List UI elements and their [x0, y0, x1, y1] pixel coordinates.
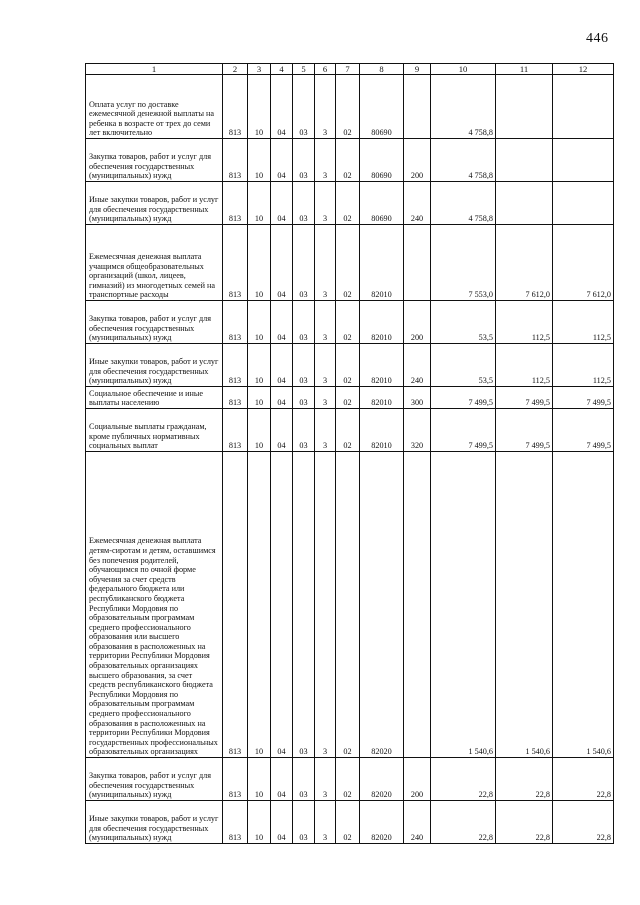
row-value-cell: 02 — [336, 452, 360, 758]
row-value-cell: 02 — [336, 139, 360, 182]
row-value-cell: 3 — [315, 75, 336, 139]
row-value-cell: 02 — [336, 801, 360, 844]
row-value-cell: 82010 — [360, 344, 404, 387]
row-value-cell — [404, 225, 431, 301]
table-row — [86, 452, 614, 758]
row-value-cell: 7 499,5 — [496, 387, 553, 409]
row-value-cell: 1 540,6 — [496, 452, 553, 758]
row-name-cell: Иные закупки товаров, работ и услуг для обеспечения государственных (муниципальных) нужд — [86, 344, 223, 387]
row-value-cell: 22,8 — [553, 758, 614, 801]
column-header: 12 — [553, 64, 614, 75]
row-value-cell: 320 — [404, 409, 431, 452]
column-header: 5 — [293, 64, 315, 75]
row-value-cell: 53,5 — [431, 301, 496, 344]
row-value-cell: 200 — [404, 139, 431, 182]
row-value-cell: 02 — [336, 344, 360, 387]
row-value-cell: 10 — [248, 139, 271, 182]
header-row — [86, 64, 614, 75]
table-row — [86, 387, 614, 409]
row-name-cell: Ежемесячная денежная выплата детям-сиротам и детям, оставшимся без попечения родителей, обучающимся по очной форме обучения за счет средств федерального бюджета или республиканского бюджета Республики Мордовия по образовательным программам среднего профессионального образования или высшего образования в расположенных на территории Республики Мордовия образовательных организациях высшего образования, за счет средств республиканского бюджета Республики Мордовия по образовательным программам среднего профессионального образования в расположенных на территории Республики Мордовия государственных профессиональных образовательных организациях — [86, 452, 223, 758]
row-value-cell: 03 — [293, 409, 315, 452]
row-value-cell: 04 — [271, 387, 293, 409]
row-value-cell: 22,8 — [496, 801, 553, 844]
row-value-cell: 22,8 — [553, 801, 614, 844]
row-value-cell: 22,8 — [431, 801, 496, 844]
row-value-cell: 3 — [315, 387, 336, 409]
row-value-cell: 7 499,5 — [431, 409, 496, 452]
row-name-cell: Иные закупки товаров, работ и услуг для обеспечения государственных (муниципальных) нужд — [86, 182, 223, 225]
row-value-cell: 04 — [271, 182, 293, 225]
row-name-cell: Социальное обеспечение и иные выплаты населению — [86, 387, 223, 409]
row-value-cell: 813 — [223, 182, 248, 225]
row-value-cell: 813 — [223, 452, 248, 758]
row-value-cell: 02 — [336, 301, 360, 344]
row-value-cell: 03 — [293, 301, 315, 344]
row-value-cell: 3 — [315, 801, 336, 844]
row-value-cell: 300 — [404, 387, 431, 409]
column-header: 1 — [86, 64, 223, 75]
row-value-cell: 10 — [248, 801, 271, 844]
row-value-cell: 03 — [293, 225, 315, 301]
row-value-cell: 10 — [248, 387, 271, 409]
row-value-cell: 02 — [336, 409, 360, 452]
row-value-cell: 240 — [404, 182, 431, 225]
row-value-cell: 813 — [223, 225, 248, 301]
row-value-cell — [553, 75, 614, 139]
row-value-cell: 7 612,0 — [496, 225, 553, 301]
row-value-cell: 112,5 — [553, 344, 614, 387]
page-number: 446 — [586, 31, 609, 46]
row-value-cell: 7 499,5 — [496, 409, 553, 452]
row-value-cell: 813 — [223, 409, 248, 452]
row-value-cell: 03 — [293, 452, 315, 758]
row-value-cell: 02 — [336, 387, 360, 409]
row-name-cell: Ежемесячная денежная выплата учащимся общеобразовательных организаций (школ, лицеев, гимназий) из многодетных семей на транспортные расходы — [86, 225, 223, 301]
row-value-cell: 112,5 — [496, 301, 553, 344]
row-value-cell: 813 — [223, 344, 248, 387]
row-value-cell: 7 612,0 — [553, 225, 614, 301]
row-value-cell: 04 — [271, 801, 293, 844]
row-name-cell: Иные закупки товаров, работ и услуг для обеспечения государственных (муниципальных) нужд — [86, 801, 223, 844]
row-value-cell: 4 758,8 — [431, 182, 496, 225]
table-row — [86, 225, 614, 301]
row-value-cell: 3 — [315, 452, 336, 758]
row-value-cell: 04 — [271, 75, 293, 139]
row-value-cell — [496, 139, 553, 182]
row-value-cell: 7 499,5 — [431, 387, 496, 409]
row-value-cell: 813 — [223, 75, 248, 139]
row-value-cell — [553, 182, 614, 225]
row-value-cell: 3 — [315, 758, 336, 801]
row-value-cell: 80690 — [360, 139, 404, 182]
row-value-cell: 3 — [315, 139, 336, 182]
row-value-cell: 04 — [271, 225, 293, 301]
row-value-cell: 200 — [404, 301, 431, 344]
column-header: 8 — [360, 64, 404, 75]
row-value-cell: 04 — [271, 344, 293, 387]
row-value-cell: 112,5 — [553, 301, 614, 344]
row-value-cell: 04 — [271, 301, 293, 344]
row-value-cell: 813 — [223, 301, 248, 344]
row-value-cell: 813 — [223, 758, 248, 801]
row-value-cell: 4 758,8 — [431, 75, 496, 139]
column-header: 11 — [496, 64, 553, 75]
row-value-cell: 02 — [336, 225, 360, 301]
row-value-cell: 80690 — [360, 75, 404, 139]
row-value-cell: 03 — [293, 758, 315, 801]
table-body — [86, 75, 614, 844]
row-value-cell: 240 — [404, 344, 431, 387]
column-header: 4 — [271, 64, 293, 75]
table-row — [86, 75, 614, 139]
row-name-cell: Оплата услуг по доставке ежемесячной денежной выплаты на ребенка в возрасте от трех до семи лет включительно — [86, 75, 223, 139]
row-value-cell: 03 — [293, 75, 315, 139]
column-header: 9 — [404, 64, 431, 75]
column-header: 10 — [431, 64, 496, 75]
row-value-cell — [404, 452, 431, 758]
row-value-cell: 813 — [223, 801, 248, 844]
row-value-cell: 7 499,5 — [553, 387, 614, 409]
row-value-cell: 10 — [248, 344, 271, 387]
row-value-cell: 82020 — [360, 452, 404, 758]
row-value-cell: 7 553,0 — [431, 225, 496, 301]
table-row — [86, 139, 614, 182]
row-value-cell: 02 — [336, 182, 360, 225]
budget-table — [85, 63, 614, 844]
row-value-cell: 82020 — [360, 801, 404, 844]
row-value-cell: 02 — [336, 75, 360, 139]
row-name-cell: Социальные выплаты гражданам, кроме публичных нормативных социальных выплат — [86, 409, 223, 452]
row-value-cell: 813 — [223, 387, 248, 409]
row-value-cell: 80690 — [360, 182, 404, 225]
row-value-cell: 82010 — [360, 409, 404, 452]
row-value-cell: 03 — [293, 344, 315, 387]
row-value-cell: 10 — [248, 409, 271, 452]
row-value-cell: 53,5 — [431, 344, 496, 387]
table-row — [86, 758, 614, 801]
row-value-cell: 82020 — [360, 758, 404, 801]
row-value-cell: 22,8 — [431, 758, 496, 801]
column-header: 2 — [223, 64, 248, 75]
column-header: 7 — [336, 64, 360, 75]
row-value-cell: 03 — [293, 387, 315, 409]
row-value-cell: 3 — [315, 182, 336, 225]
row-value-cell: 7 499,5 — [553, 409, 614, 452]
row-value-cell: 240 — [404, 801, 431, 844]
row-value-cell: 82010 — [360, 301, 404, 344]
row-value-cell: 04 — [271, 452, 293, 758]
row-value-cell: 3 — [315, 225, 336, 301]
row-name-cell: Закупка товаров, работ и услуг для обеспечения государственных (муниципальных) нужд — [86, 758, 223, 801]
row-value-cell — [496, 182, 553, 225]
table-row — [86, 801, 614, 844]
row-value-cell: 1 540,6 — [553, 452, 614, 758]
row-value-cell: 200 — [404, 758, 431, 801]
row-value-cell: 82010 — [360, 387, 404, 409]
row-value-cell: 3 — [315, 344, 336, 387]
row-value-cell: 82010 — [360, 225, 404, 301]
row-value-cell — [496, 75, 553, 139]
row-value-cell: 22,8 — [496, 758, 553, 801]
row-value-cell: 10 — [248, 182, 271, 225]
row-value-cell: 1 540,6 — [431, 452, 496, 758]
column-header: 6 — [315, 64, 336, 75]
row-name-cell: Закупка товаров, работ и услуг для обеспечения государственных (муниципальных) нужд — [86, 301, 223, 344]
row-value-cell: 3 — [315, 409, 336, 452]
row-value-cell — [404, 75, 431, 139]
row-value-cell: 10 — [248, 452, 271, 758]
row-value-cell: 04 — [271, 409, 293, 452]
row-value-cell: 4 758,8 — [431, 139, 496, 182]
row-value-cell: 813 — [223, 139, 248, 182]
column-header: 3 — [248, 64, 271, 75]
row-value-cell: 03 — [293, 182, 315, 225]
row-value-cell: 112,5 — [496, 344, 553, 387]
table-row — [86, 301, 614, 344]
row-value-cell: 02 — [336, 758, 360, 801]
row-value-cell: 10 — [248, 301, 271, 344]
row-value-cell: 04 — [271, 139, 293, 182]
row-value-cell: 10 — [248, 758, 271, 801]
row-value-cell: 3 — [315, 301, 336, 344]
row-value-cell: 10 — [248, 225, 271, 301]
row-value-cell: 04 — [271, 758, 293, 801]
row-value-cell: 03 — [293, 801, 315, 844]
table-row — [86, 182, 614, 225]
row-value-cell: 10 — [248, 75, 271, 139]
table-row — [86, 344, 614, 387]
row-value-cell: 03 — [293, 139, 315, 182]
row-name-cell: Закупка товаров, работ и услуг для обеспечения государственных (муниципальных) нужд — [86, 139, 223, 182]
table-row — [86, 409, 614, 452]
row-value-cell — [553, 139, 614, 182]
